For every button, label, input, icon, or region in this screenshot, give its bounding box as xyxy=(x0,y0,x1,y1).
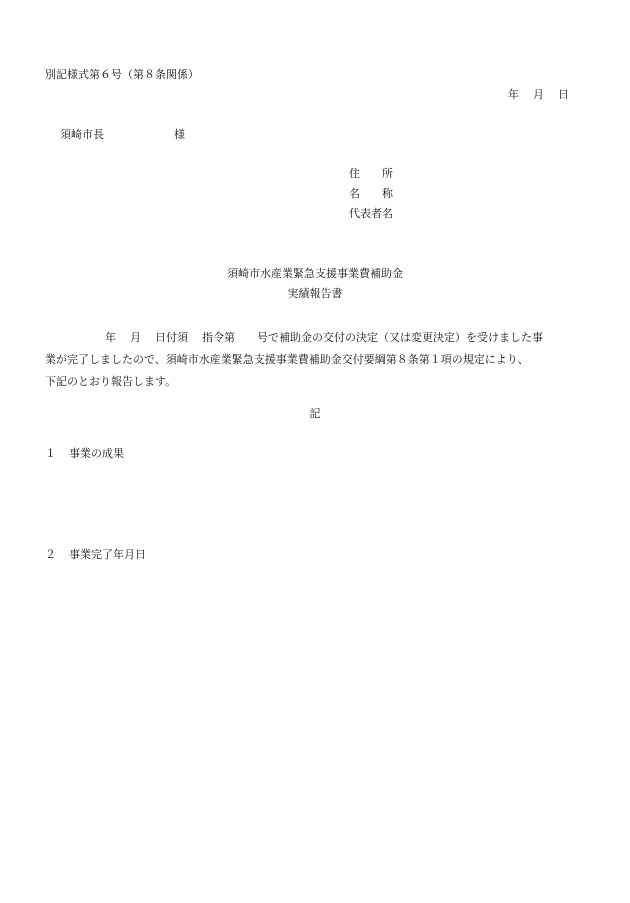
addressee-name: 須崎市長 xyxy=(60,128,104,141)
report-body-line-3: 下記のとおり報告します。 xyxy=(45,375,177,388)
document-title: 須崎市水産業緊急支援事業費補助金 xyxy=(227,267,403,280)
body-day-ref: 日付須 xyxy=(155,331,188,344)
addressee-honorific: 様 xyxy=(174,128,185,141)
body-year: 年 xyxy=(105,331,116,344)
form-number: 別記様式第６号（第８条関係） xyxy=(45,68,199,81)
report-body-line-2: 業が完了しましたので、須崎市水産業緊急支援事業費補助金交付要綱第８条第１項の規定により、 xyxy=(45,353,529,366)
ki-heading: 記 xyxy=(309,407,321,420)
body-directive: 指令第 xyxy=(202,331,235,344)
date-month-label: 月 xyxy=(533,88,544,101)
body-line-1-rest: 号で補助金の交付の決定（又は変更決定）を受けました事 xyxy=(257,331,543,344)
body-month: 月 xyxy=(130,331,141,344)
document-subtitle: 実績報告書 xyxy=(287,287,343,300)
applicant-address-label: 住 所 xyxy=(349,167,393,180)
item-label: 事業の成果 xyxy=(69,447,124,460)
applicant-name-label: 名 称 xyxy=(349,187,393,200)
applicant-representative-label: 代表者名 xyxy=(349,207,393,220)
date-year-label: 年 xyxy=(508,88,519,101)
item-business-results xyxy=(45,448,124,459)
report-body xyxy=(45,327,585,393)
item-number: ２ xyxy=(45,548,56,561)
item-completion-date xyxy=(45,549,146,560)
item-label: 事業完了年月日 xyxy=(69,548,146,561)
addressee xyxy=(60,129,185,140)
report-body-line-1 xyxy=(45,327,585,349)
submission-date xyxy=(508,89,569,100)
date-day-label: 日 xyxy=(558,88,569,101)
item-number: １ xyxy=(45,447,56,460)
